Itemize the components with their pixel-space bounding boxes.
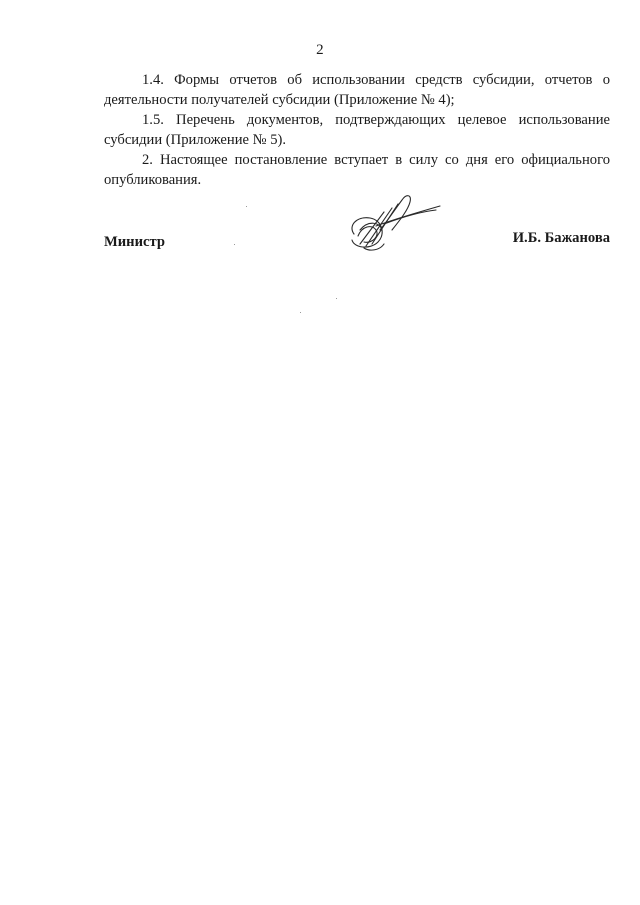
document-body: [104, 70, 610, 190]
signatory-name: И.Б. Бажанова: [512, 230, 610, 246]
signature-block: [104, 228, 610, 252]
scan-speck: [300, 312, 301, 313]
paragraph-1-5: 1.5. Перечень документов, подтверждающих целевое использование субсидии (Приложение № 5).: [104, 112, 610, 148]
paragraph-1-4: 1.4. Формы отчетов об использовании средств субсидии, отчетов о деятельности получателей субсидии (Приложение № 4);: [104, 72, 610, 108]
scan-speck: [336, 298, 337, 299]
page-number: 2: [316, 42, 324, 58]
scan-speck: [234, 244, 235, 245]
signatory-title: Министр: [104, 234, 165, 250]
scan-speck: [246, 206, 247, 207]
paragraph-2: 2. Настоящее постановление вступает в силу со дня его официального опубликования.: [104, 152, 610, 188]
